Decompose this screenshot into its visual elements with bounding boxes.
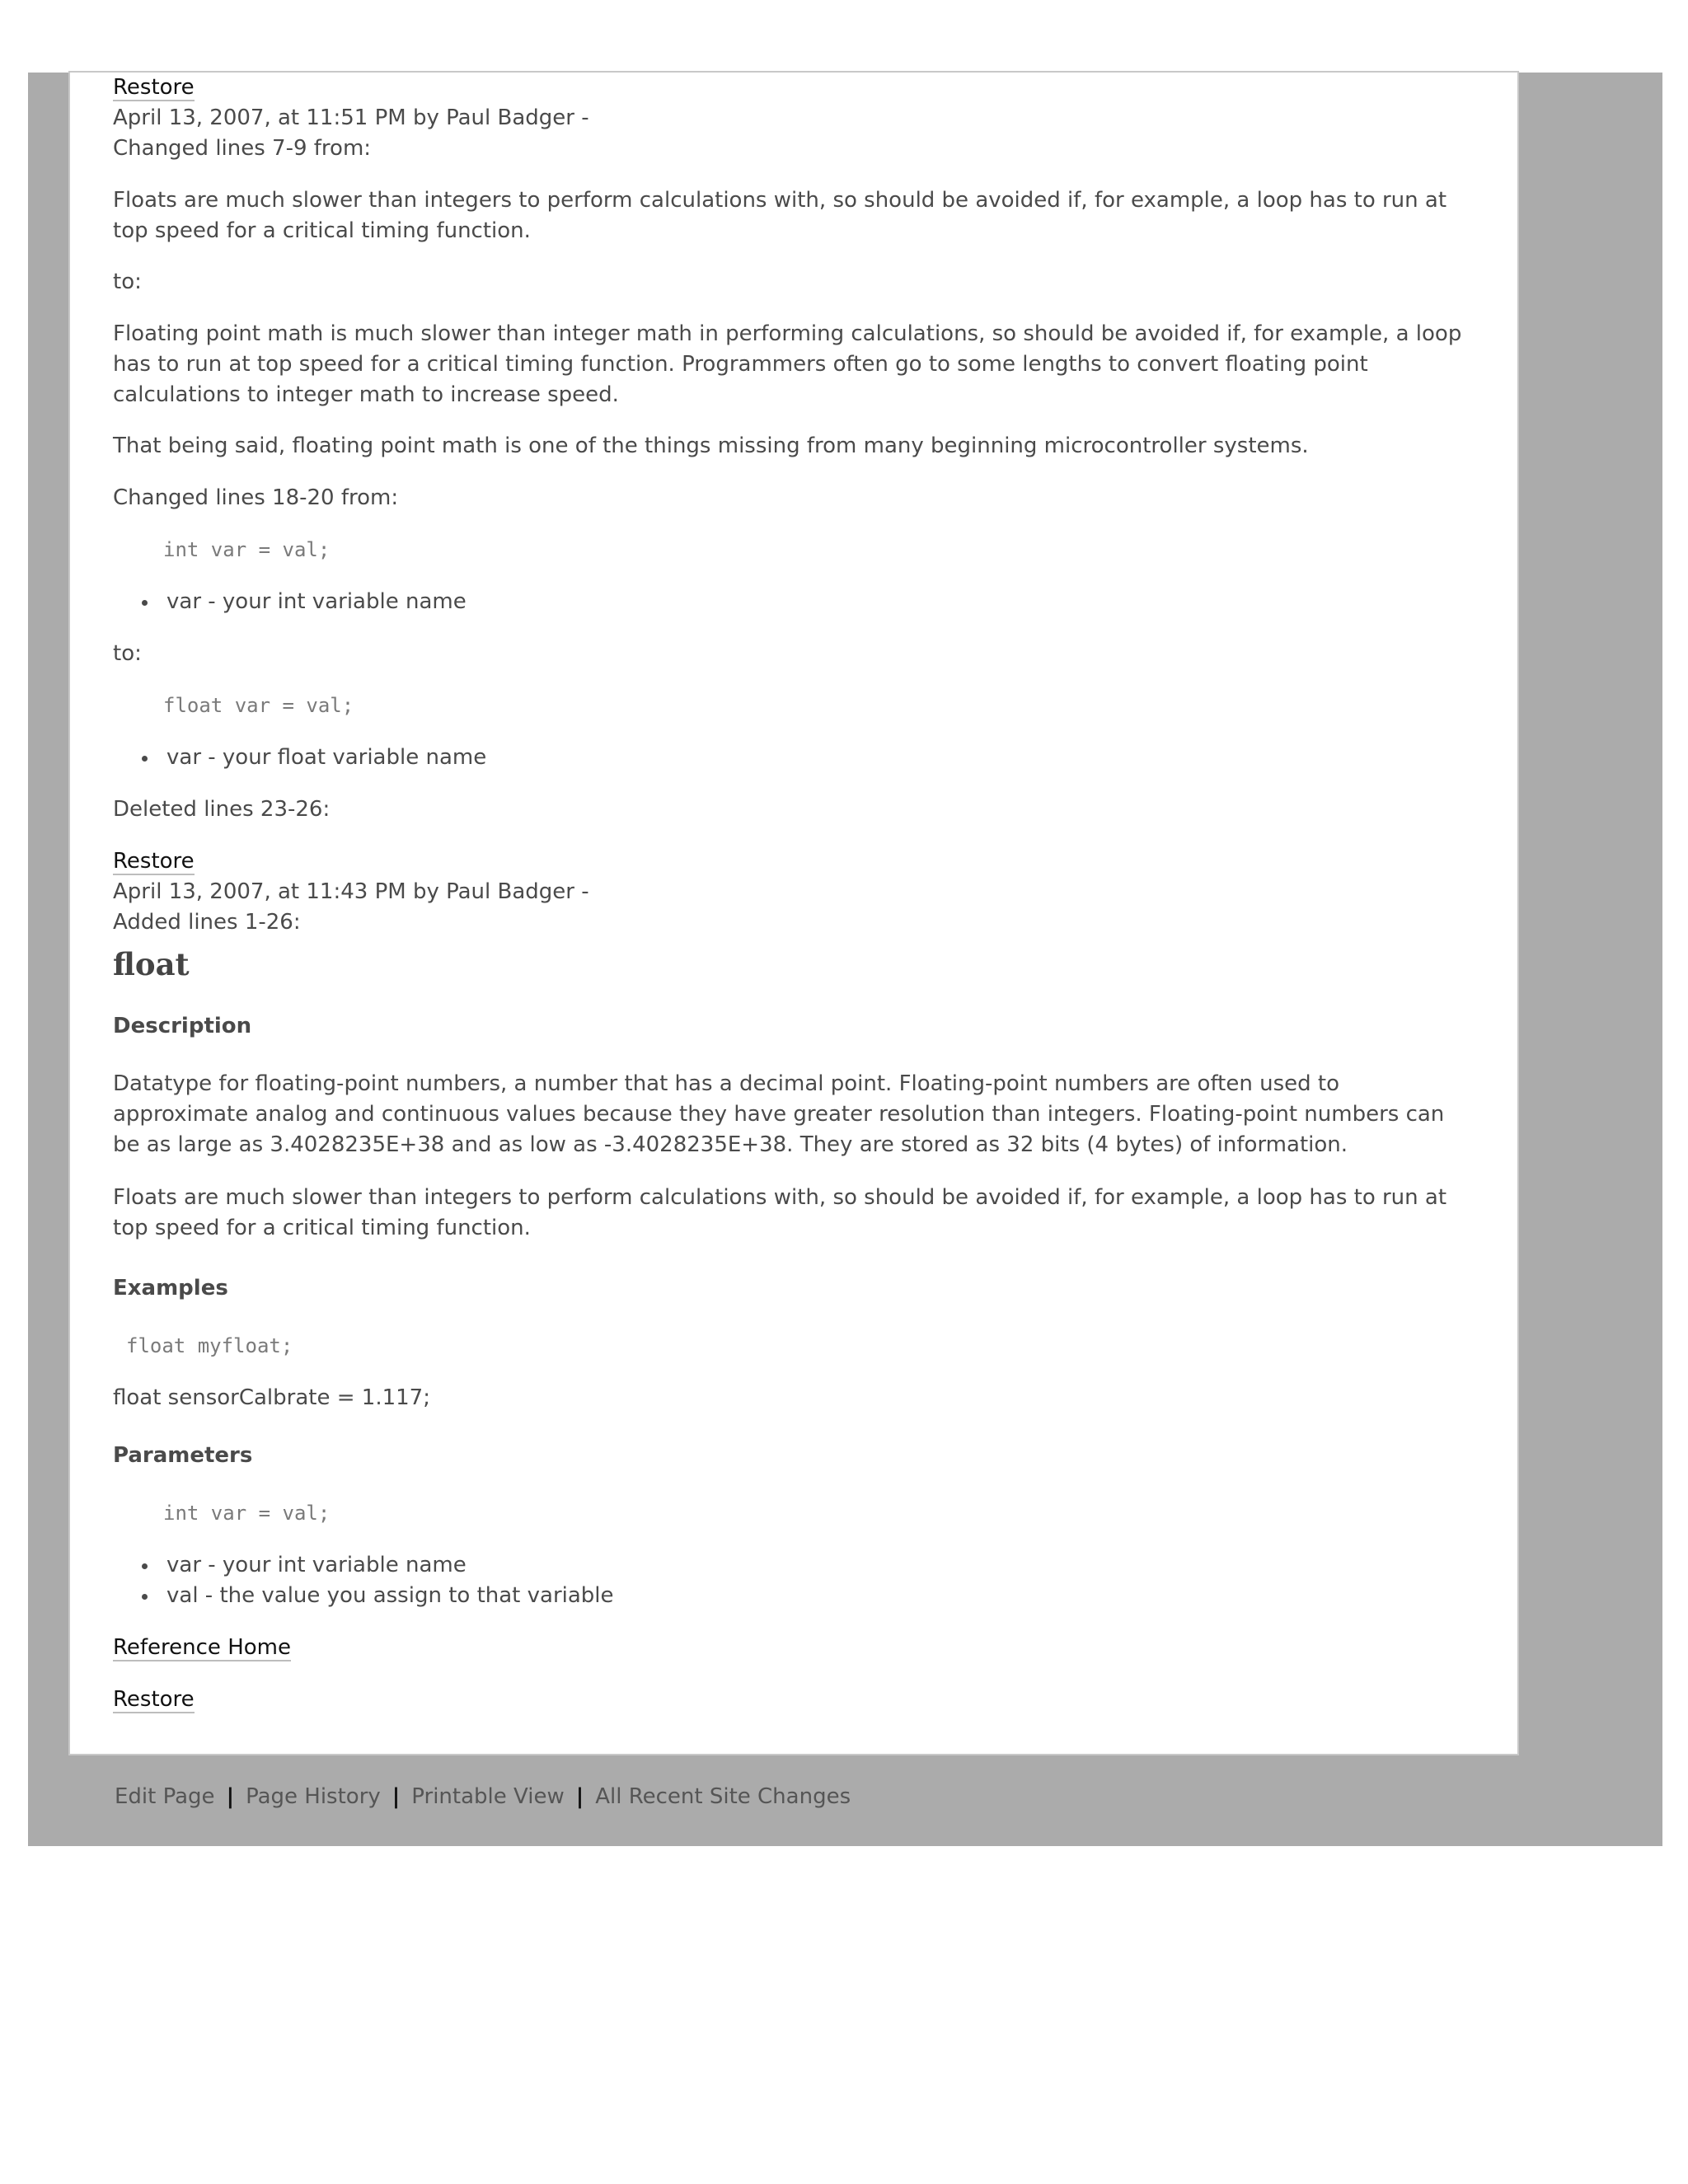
page-title: float (113, 946, 190, 982)
change-summary: Changed lines 7-9 from: (113, 136, 372, 161)
code-line: float var = val; (163, 694, 354, 717)
separator: | (226, 1784, 235, 1809)
revision-meta: April 13, 2007, at 11:51 PM by Paul Badger - (113, 105, 589, 130)
diff-old-paragraph: Floats are much slower than integers to perform calculations with, so should be avoided if, for example, a loop has to run at top speed for a critical timing function. (113, 188, 1447, 243)
code-line: int var = val; (163, 538, 331, 561)
content-panel (70, 73, 1517, 1754)
change-summary-2: Changed lines 18-20 from: (113, 485, 399, 510)
reference-home-link[interactable]: Reference Home (113, 1635, 291, 1660)
separator: | (392, 1784, 401, 1809)
restore-link[interactable]: Restore (113, 75, 195, 100)
description-heading: Description (113, 1014, 252, 1038)
code-line: int var = val; (163, 1502, 331, 1525)
list-item: var - your float variable name (166, 743, 486, 773)
restore-link[interactable]: Restore (113, 849, 195, 874)
recent-changes-link[interactable]: All Recent Site Changes (595, 1784, 851, 1809)
list-item: val - the value you assign to that variable (166, 1581, 614, 1611)
footer-nav (115, 1782, 851, 1812)
list-item: var - your int variable name (166, 1550, 467, 1581)
diff-to-label-2: to: (113, 641, 142, 666)
diff-to-label: to: (113, 269, 142, 294)
printable-view-link[interactable]: Printable View (411, 1784, 565, 1809)
page-history-link[interactable]: Page History (246, 1784, 381, 1809)
deleted-summary: Deleted lines 23-26: (113, 797, 331, 822)
change-summary: Added lines 1-26: (113, 910, 301, 935)
list-item: var - your int variable name (166, 587, 467, 617)
edit-page-link[interactable]: Edit Page (115, 1784, 215, 1809)
parameters-heading: Parameters (113, 1443, 253, 1468)
separator: | (575, 1784, 584, 1809)
diff-new-paragraph: Floating point math is much slower than integer math in performing calculations, so should be avoided if, for example, a loop has to run at top speed for a critical timing function. Programmers often go to some lengths to convert floating point calculations to integer math to increase speed. (113, 321, 1462, 407)
diff-new-paragraph-2: That being said, floating point math is one of the things missing from many beginning microcontroller systems. (113, 434, 1309, 458)
description-paragraph: Datatype for floating-point numbers, a number that has a decimal point. Floating-point numbers are often used to approximate analog and continuous values because they have greater resolution than integers. Floating-point numbers can be as large as 3.4028235E+38 and as low as -3.4028235E+38. They are stored as 32 bits (4 bytes) of information. (113, 1071, 1445, 1157)
restore-link[interactable]: Restore (113, 1687, 195, 1712)
revision-meta: April 13, 2007, at 11:43 PM by Paul Badger - (113, 879, 589, 904)
description-paragraph-2: Floats are much slower than integers to perform calculations with, so should be avoided if, for example, a loop has to run at top speed for a critical timing function. (113, 1185, 1447, 1240)
example-text: float sensorCalbrate = 1.117; (113, 1385, 430, 1410)
examples-heading: Examples (113, 1276, 228, 1301)
code-line: float myfloat; (126, 1334, 293, 1357)
